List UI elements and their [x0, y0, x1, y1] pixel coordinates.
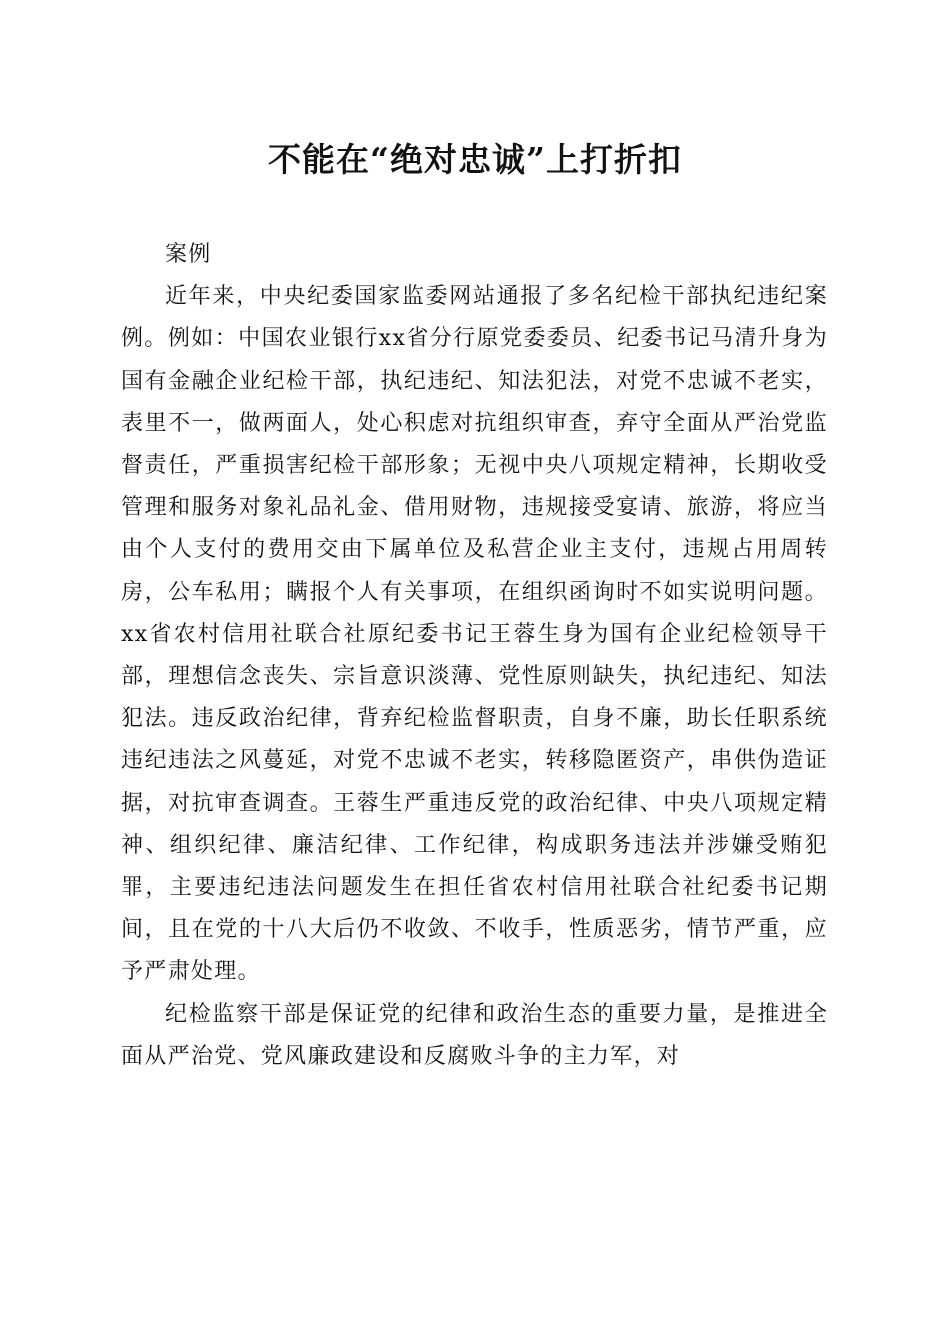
paragraph-case-description: 近年来，中央纪委国家监委网站通报了多名纪检干部执纪违纪案例。例如：中国农业银行xx省分行原党委委员、纪委书记马清升身为国有金融企业纪检干部，执纪违纪、知法犯法，对党不忠诚不老实，表里不一，做两面人，处心积虑对抗组织审查，弃守全面从严治党监督责任，严重损害纪检干部形象；无视中央八项规定精神，长期收受管理和服务对象礼品礼金、借用财物，违规接受宴请、旅游，将应当由个人支付的费用交由下属单位及私营企业主支付，违规占用周转房，公车私用；瞒报个人有关事项，在组织函询时不如实说明问题。xx省农村信用社联合社原纪委书记王蓉生身为国有企业纪检领导干部，理想信念丧失、宗旨意识淡薄、党性原则缺失，执纪违纪、知法犯法。违反政治纪律，背弃纪检监督职责，自身不廉，助长任职系统违纪违法之风蔓延，对党不忠诚不老实，转移隐匿资产，串供伪造证据，对抗审查调查。王蓉生严重违反党的政治纪律、中央八项规定精神、组织纪律、廉洁纪律、工作纪律，构成职务违法并涉嫌受贿犯罪，主要违纪违法问题发生在担任省农村信用社联合社纪委书记期间，且在党的十八大后仍不收敛、不收手，性质恶劣，情节严重，应予严肃处理。: [121, 284, 828, 985]
document-title: 不能在“绝对忠诚”上打折扣: [268, 140, 682, 179]
section-heading-case: 案例: [165, 242, 212, 267]
paragraph-discipline-cadres: 纪检监察干部是保证党的纪律和政治生态的重要力量，是推进全面从严治党、党风廉政建设和反腐败斗争的主力军，对: [121, 1001, 828, 1069]
document-body: [121, 234, 828, 1078]
